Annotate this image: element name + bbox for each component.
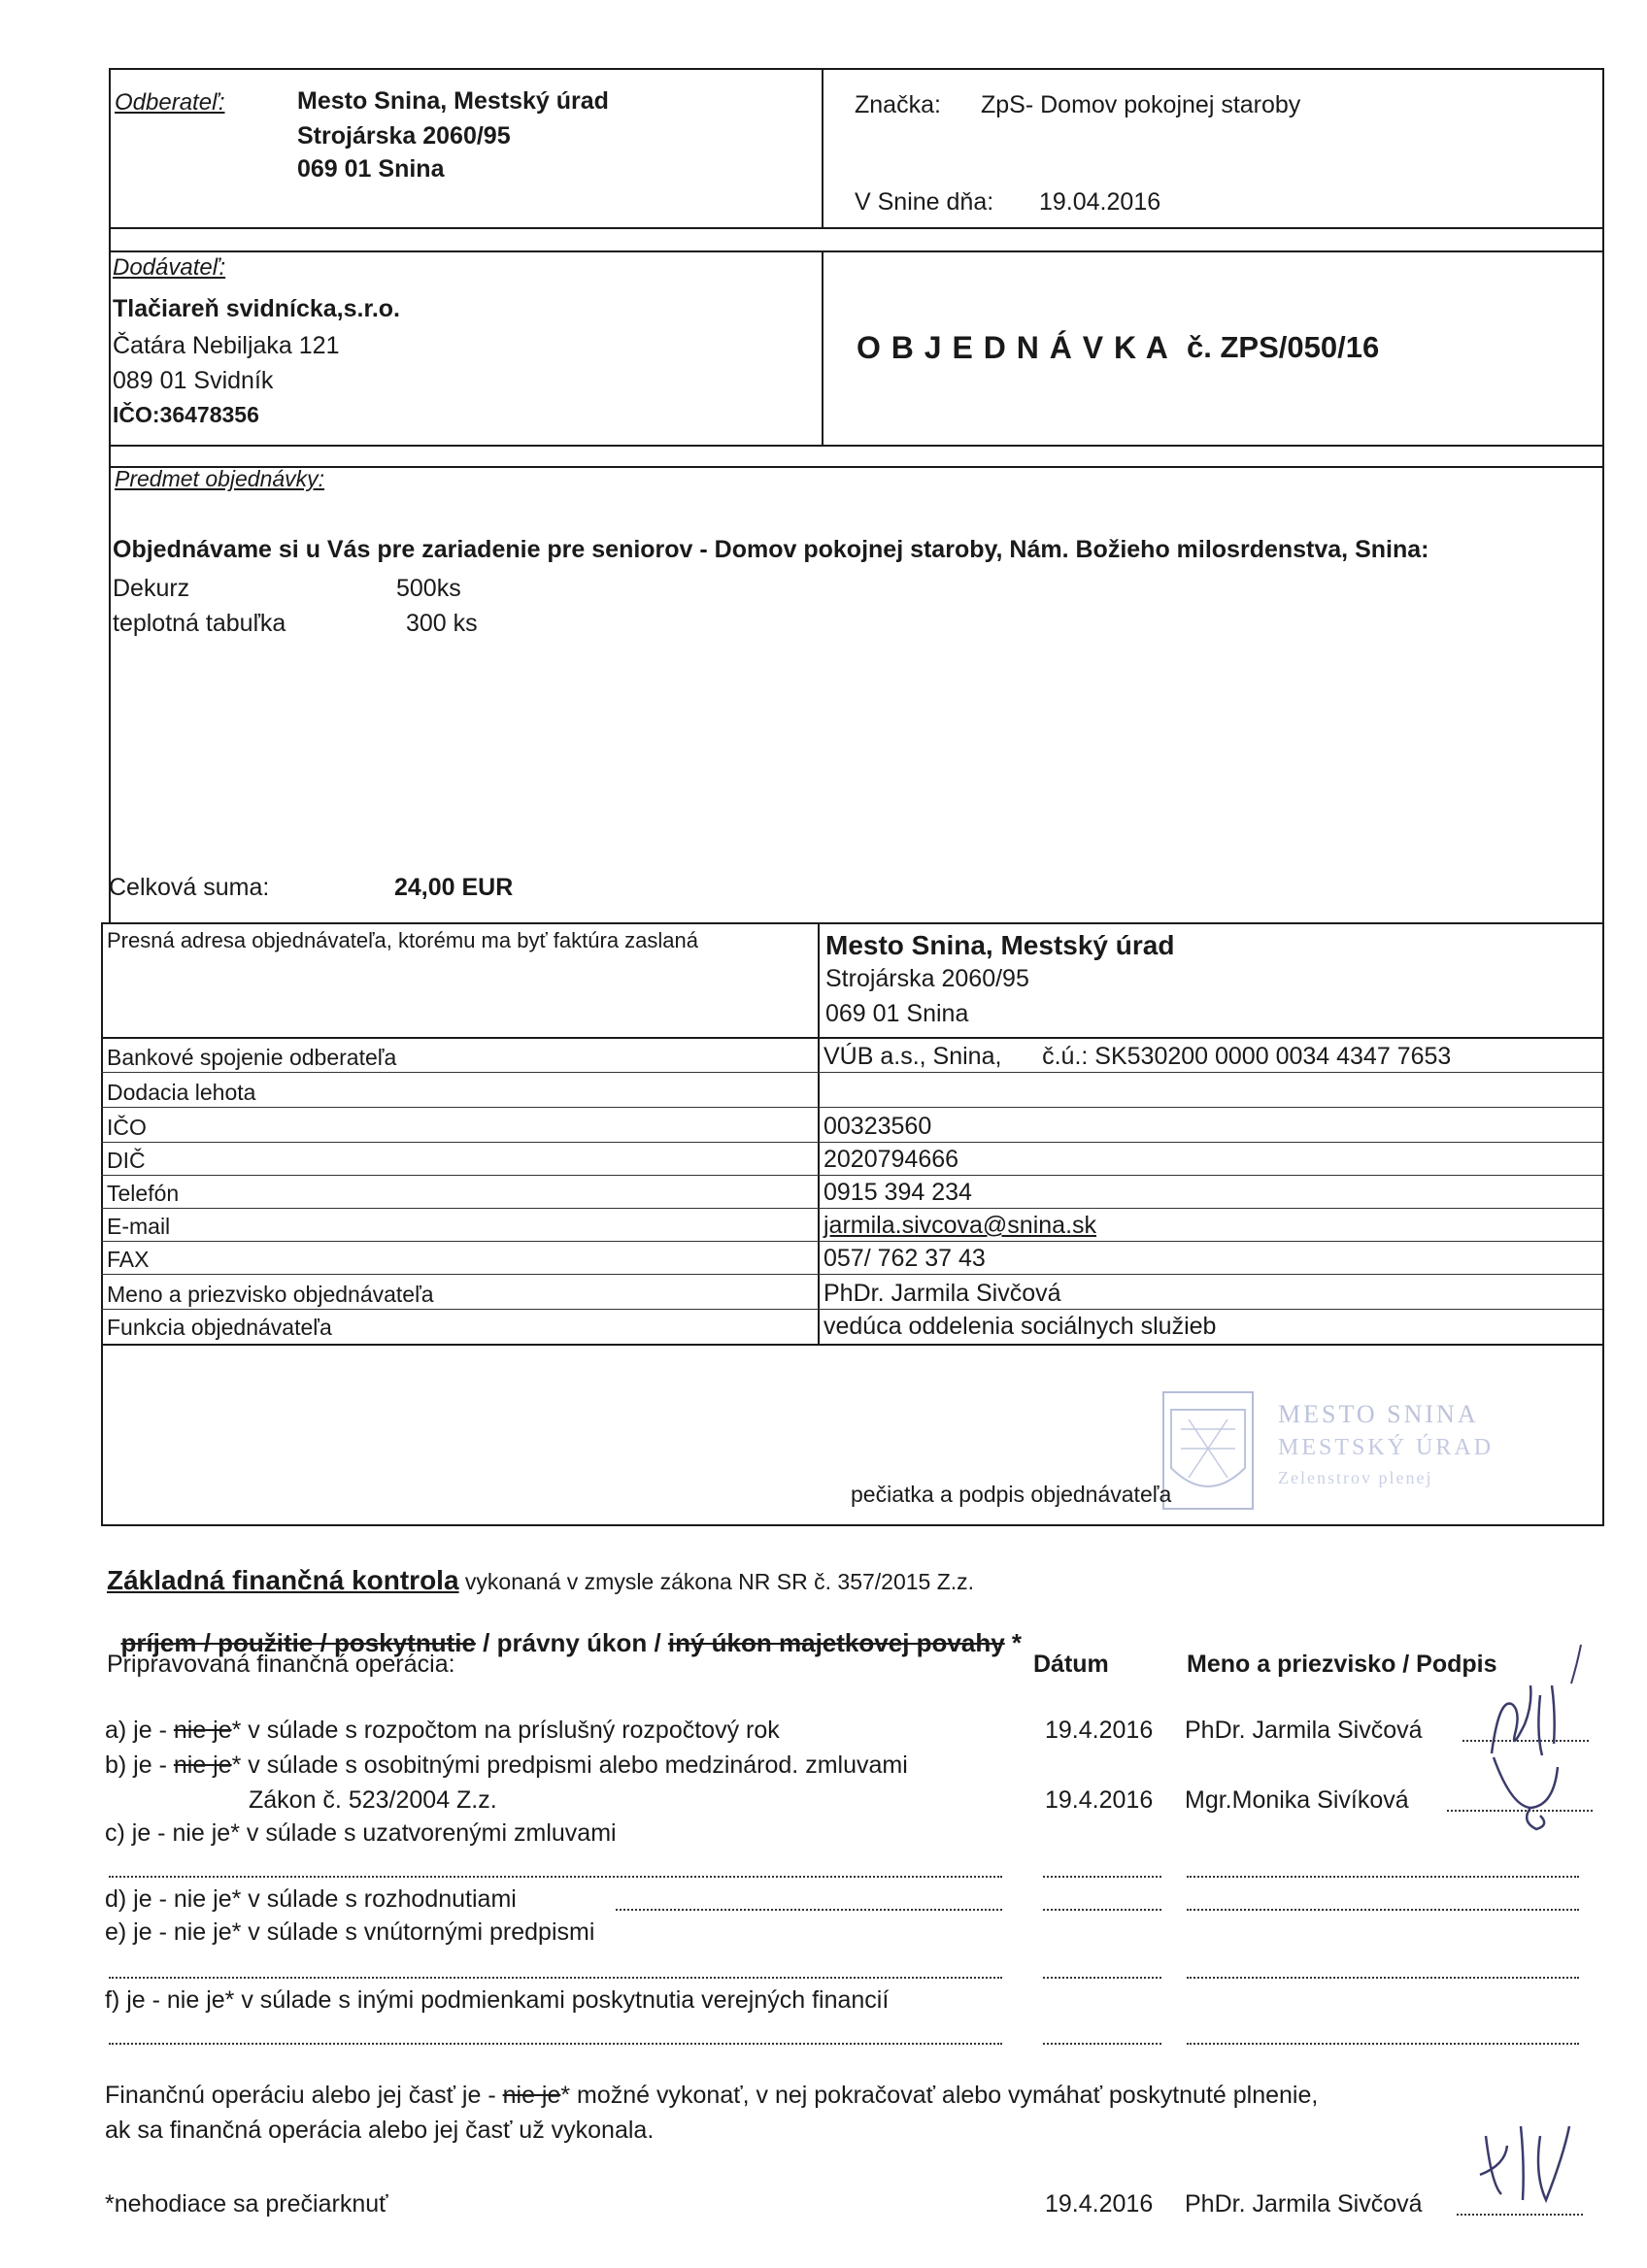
line-f: f) je - nie je* v súlade s inými podmienkami poskytnutia verejných financií bbox=[105, 1986, 890, 2014]
adresa-city: 069 01 Snina bbox=[825, 1000, 969, 1027]
line-a-struck: nie je bbox=[173, 1717, 232, 1744]
frame-middle-header bbox=[822, 68, 824, 227]
odberatel-city: 069 01 Snina bbox=[297, 155, 445, 183]
kontrola-type-struck: príjem / použitie / poskytnutie bbox=[120, 1628, 476, 1657]
line-b bbox=[105, 1751, 908, 1780]
line-e-dots-3 bbox=[1187, 1977, 1579, 1979]
row-line-6 bbox=[101, 1241, 1602, 1242]
adresa-label: Presná adresa objednávateľa, ktorému ma byť faktúra zaslaná bbox=[107, 928, 699, 952]
line-e-dots-1 bbox=[109, 1977, 1002, 1979]
dodavatel-name: Tlačiareň svidnícka,s.r.o. bbox=[113, 295, 400, 322]
odberatel-street: Strojárska 2060/95 bbox=[297, 122, 511, 150]
line-b-prefix: b) je - bbox=[105, 1751, 174, 1779]
row-value-funkcia: vedúca oddelenia sociálnych služieb bbox=[824, 1313, 1217, 1340]
footnote: *nehodiace sa prečiarknuť bbox=[105, 2190, 388, 2218]
date-label: V Snine dňa: bbox=[855, 188, 994, 216]
frame-dodavatel-bottom bbox=[109, 445, 1604, 447]
kontrola-title: Základná finančná kontrola bbox=[107, 1565, 459, 1595]
frame-middle-info bbox=[818, 922, 820, 1344]
frame-middle-dodavatel bbox=[822, 250, 824, 445]
row-line-4 bbox=[101, 1175, 1602, 1176]
row-line-8 bbox=[101, 1309, 1602, 1310]
final-sign-name: PhDr. Jarmila Sivčová bbox=[1185, 2190, 1423, 2218]
predmet-label: Predmet objednávky: bbox=[115, 466, 325, 491]
row-label-dic: DIČ bbox=[107, 1148, 146, 1173]
dodavatel-label: Dodávateľ: bbox=[113, 254, 226, 281]
dodavatel-street: Čatára Nebiljaka 121 bbox=[113, 332, 340, 359]
frame-header-bottom bbox=[109, 227, 1604, 229]
row-label-lehota: Dodacia lehota bbox=[107, 1080, 256, 1105]
frame-adresa-top bbox=[101, 922, 1602, 924]
frame-adresa-bottom bbox=[101, 1037, 1602, 1039]
row-value-dic: 2020794666 bbox=[824, 1146, 959, 1173]
kontrola-sep: / bbox=[475, 1628, 497, 1657]
item-name-1: Dekurz bbox=[113, 575, 190, 602]
line-d-dots-3 bbox=[1187, 1909, 1579, 1911]
item-qty-2: 300 ks bbox=[406, 610, 478, 637]
line-c: c) je - nie je* v súlade s uzatvorenými zmluvami bbox=[105, 1819, 617, 1847]
row-value-ico: 00323560 bbox=[824, 1113, 932, 1140]
line-e-dots-2 bbox=[1043, 1977, 1161, 1979]
kontrola-pravny: právny úkon bbox=[496, 1628, 648, 1657]
frame-left-upper bbox=[109, 68, 111, 922]
sign-b-name: Mgr.Monika Sivíková bbox=[1185, 1786, 1409, 1814]
predmet-text: Objednávame si u Vás pre zariadenie pre seniorov - Domov pokojnej staroby, Nám. Božieho milosrdenstva, Snina: bbox=[113, 536, 1429, 563]
adresa-name: Mesto Snina, Mestský úrad bbox=[825, 930, 1175, 960]
final-line-2: ak sa finančná operácia alebo jej časť už vykonala. bbox=[105, 2117, 655, 2144]
stamp-label: pečiatka a podpis objednávateľa bbox=[851, 1482, 1172, 1507]
dodavatel-city: 089 01 Svidník bbox=[113, 367, 274, 394]
row-value-meno: PhDr. Jarmila Sivčová bbox=[824, 1280, 1061, 1307]
line-a-rest: * v súlade s rozpočtom na príslušný rozpočtový rok bbox=[231, 1717, 780, 1744]
line-c-dots-3 bbox=[1187, 1876, 1579, 1878]
line-a bbox=[105, 1717, 780, 1745]
line-b-rest: * v súlade s osobitnými predpismi alebo medzinárod. zmluvami bbox=[231, 1751, 908, 1779]
date-value: 19.04.2016 bbox=[1039, 188, 1161, 216]
row-label-email: E-mail bbox=[107, 1214, 171, 1239]
line-c-dots-1 bbox=[109, 1876, 1002, 1878]
row-label-meno: Meno a priezvisko objednávateľa bbox=[107, 1282, 434, 1307]
suma-value: 24,00 EUR bbox=[394, 874, 514, 901]
row-value-fax: 057/ 762 37 43 bbox=[824, 1245, 986, 1272]
line-d: d) je - nie je* v súlade s rozhodnutiami bbox=[105, 1885, 517, 1913]
kontrola-sep2: / bbox=[647, 1628, 668, 1657]
row-value-email[interactable]: jarmila.sivcova@snina.sk bbox=[824, 1212, 1097, 1239]
frame-dodavatel-top bbox=[109, 250, 1604, 252]
line-a-prefix: a) je - bbox=[105, 1717, 174, 1744]
sign-b-date: 19.4.2016 bbox=[1045, 1786, 1154, 1814]
row-line-7 bbox=[101, 1274, 1602, 1275]
item-qty-1: 500ks bbox=[396, 575, 461, 602]
line-b-struck: nie je bbox=[173, 1751, 232, 1779]
row-line-3 bbox=[101, 1142, 1602, 1143]
signature-mark-icon bbox=[1562, 1641, 1591, 1689]
row-value-telefon: 0915 394 234 bbox=[824, 1179, 972, 1206]
final-rest: * možné vykonať, v nej pokračovať alebo vymáhať poskytnuté plnenie, bbox=[560, 2082, 1319, 2109]
final-sign-dots bbox=[1457, 2214, 1583, 2216]
objednavka-number: č. ZPS/050/16 bbox=[1187, 330, 1380, 364]
line-d-dots-1 bbox=[616, 1909, 1002, 1911]
frame-left-lower bbox=[101, 922, 103, 1526]
frame-bottom bbox=[101, 1524, 1602, 1526]
signature-b-icon bbox=[1482, 1748, 1579, 1835]
stamp bbox=[1161, 1390, 1521, 1522]
col-meno: Meno a priezvisko / Podpis bbox=[1187, 1651, 1497, 1678]
frame-predmet-top bbox=[109, 466, 1604, 468]
row-line-5 bbox=[101, 1208, 1602, 1209]
col-datum: Dátum bbox=[1033, 1651, 1109, 1678]
row-label-fax: FAX bbox=[107, 1247, 150, 1272]
odberatel-name: Mesto Snina, Mestský úrad bbox=[297, 87, 609, 115]
final-prefix: Finančnú operáciu alebo jej časť je - bbox=[105, 2082, 503, 2109]
odberatel-label: Odberateľ: bbox=[115, 89, 225, 116]
kontrola-heading bbox=[107, 1565, 974, 1596]
line-f-dots-3 bbox=[1187, 2043, 1579, 2045]
priprava-label: Pripravovaná finančná operácia: bbox=[107, 1651, 455, 1678]
suma-label: Celková suma: bbox=[109, 874, 270, 901]
frame-right bbox=[1602, 68, 1604, 1526]
frame-rows-bottom bbox=[101, 1344, 1602, 1346]
stamp-line-3: Zelenstrov plenej bbox=[1278, 1468, 1433, 1487]
kontrola-subtitle: vykonaná v zmysle zákona NR SR č. 357/2015 Z.z. bbox=[458, 1569, 975, 1594]
row-label-bank: Bankové spojenie odberateľa bbox=[107, 1045, 397, 1070]
row-line-1 bbox=[101, 1072, 1602, 1073]
row-value-bank: VÚB a.s., Snina, č.ú.: SK530200 0000 0034 4347 7653 bbox=[824, 1043, 1452, 1070]
item-name-2: teplotná tabuľka bbox=[113, 610, 286, 637]
final-struck: nie je bbox=[502, 2082, 561, 2109]
kontrola-star: * bbox=[1004, 1628, 1023, 1657]
frame-top bbox=[109, 68, 1604, 70]
stamp-line-2: MESTSKÝ ÚRAD bbox=[1278, 1435, 1495, 1460]
adresa-street: Strojárska 2060/95 bbox=[825, 965, 1029, 992]
line-f-dots-1 bbox=[109, 2043, 1002, 2045]
objednavka-title: O B J E D N Á V K A bbox=[857, 330, 1169, 365]
final-line-1 bbox=[105, 2082, 1318, 2110]
line-b-law: Zákon č. 523/2004 Z.z. bbox=[249, 1786, 497, 1814]
row-label-ico: IČO bbox=[107, 1115, 147, 1140]
line-d-dots-2 bbox=[1043, 1909, 1161, 1911]
kontrola-type-struck2: iný úkon majetkovej povahy bbox=[667, 1628, 1005, 1657]
row-label-telefon: Telefón bbox=[107, 1181, 180, 1206]
kontrola-type-line bbox=[107, 1598, 1022, 1658]
stamp-line-1: MESTO SNINA bbox=[1278, 1400, 1479, 1428]
final-sign-date: 19.4.2016 bbox=[1045, 2190, 1154, 2218]
sign-a-name: PhDr. Jarmila Sivčová bbox=[1185, 1717, 1423, 1744]
line-e: e) je - nie je* v súlade s vnútornými predpismi bbox=[105, 1918, 595, 1946]
signature-final-icon bbox=[1466, 2107, 1583, 2214]
znacka-label: Značka: bbox=[855, 91, 941, 118]
line-c-dots-2 bbox=[1043, 1876, 1161, 1878]
znacka-value: ZpS- Domov pokojnej staroby bbox=[981, 91, 1301, 118]
line-f-dots-2 bbox=[1043, 2043, 1161, 2045]
row-label-funkcia: Funkcia objednávateľa bbox=[107, 1315, 332, 1340]
dodavatel-ico: IČO:36478356 bbox=[113, 402, 259, 427]
row-line-2 bbox=[101, 1107, 1602, 1108]
sign-a-date: 19.4.2016 bbox=[1045, 1717, 1154, 1744]
